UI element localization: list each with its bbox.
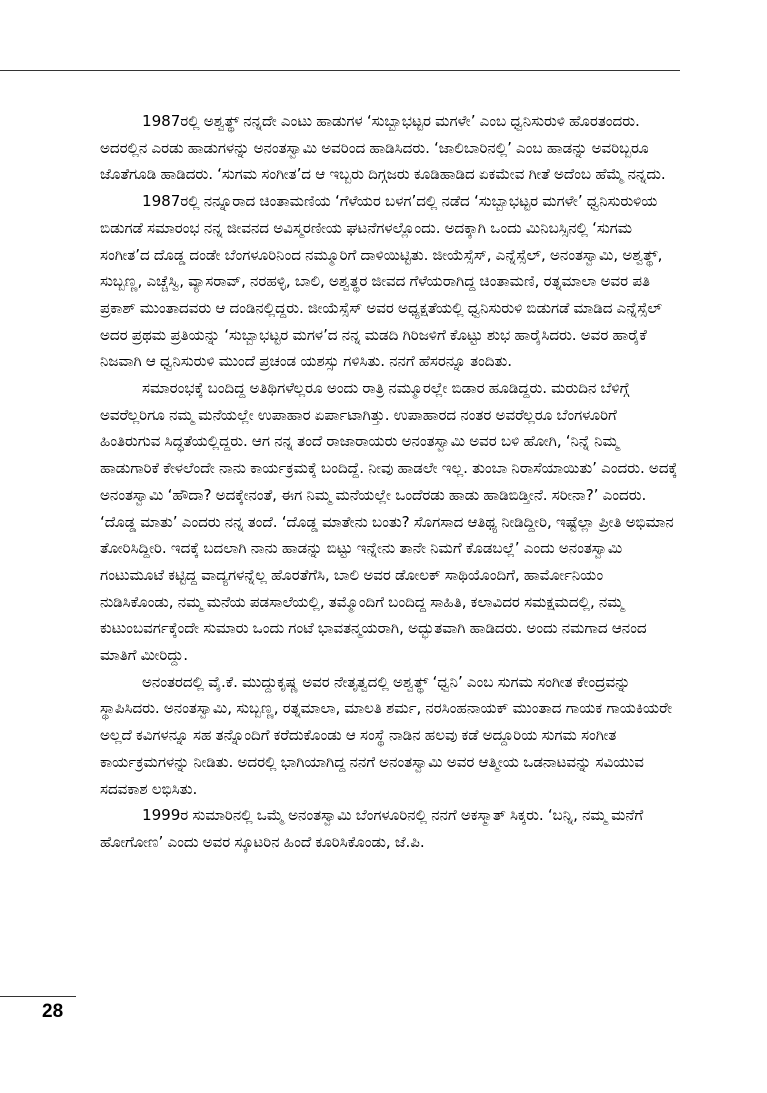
paragraph-5: 1999ರ ಸುಮಾರಿನಲ್ಲಿ ಒಮ್ಮೆ ಅನಂತಸ್ವಾಮಿ ಬೆಂಗಳೂರಿನಲ್ಲಿ ನನಗೆ ಅಕಸ್ಮಾತ್ ಸಿಕ್ಕರು. ‘ಬನ್ನಿ, ನಮ್ಮ ಮನೆಗೆ ಹೋಗೋಣ’ ಎಂದು ಅವರ ಸ್ಕೂಟರಿನ ಹಿಂದೆ ಕೂರಿಸಿಕೊಂಡು, ಜೆ.ಪಿ. [100, 806, 644, 851]
page-number: 28 [42, 1001, 64, 1022]
paragraph-3: ಸಮಾರಂಭಕ್ಕೆ ಬಂದಿದ್ದ ಅತಿಥಿಗಳೆಲ್ಲರೂ ಅಂದು ರಾತ್ರಿ ನಮ್ಮೂರಲ್ಲೇ ಬಿಡಾರ ಹೂಡಿದ್ದರು. ಮರುದಿನ ಬೆಳಿಗ್ಗೆ ಅವರೆಲ್ಲರಿಗೂ ನಮ್ಮ ಮನೆಯಲ್ಲೇ ಉಪಾಹಾರ ಏರ್ಪಾಟಾಗಿತ್ತು. ಉಪಾಹಾರದ ನಂತರ ಅವರೆಲ್ಲರೂ ಬೆಂಗಳೂರಿಗೆ ಹಿಂತಿರುಗುವ ಸಿದ್ಧತೆಯಲ್ಲಿದ್ದರು. ಆಗ ನನ್ನ ತಂದೆ ರಾಜಾರಾಯರು ಅನಂತಸ್ವಾಮಿ ಅವರ ಬಳಿ ಹೋಗಿ, ‘ನಿನ್ನೆ ನಿಮ್ಮ ಹಾಡುಗಾರಿಕೆ ಕೇಳಲೆಂದೇ ನಾನು ಕಾರ್ಯಕ್ರಮಕ್ಕೆ ಬಂದಿದ್ದೆ. ನೀವು ಹಾಡಲೇ ಇಲ್ಲ. ತುಂಬಾ ನಿರಾಸೆಯಾಯಿತು’ ಎಂದರು. ಅದಕ್ಕೆ ಅನಂತಸ್ವಾಮಿ ‘ಹೌದಾ? ಅದಕ್ಕೇನಂತೆ, ಈಗ ನಿಮ್ಮ ಮನೆಯಲ್ಲೇ ಒಂದೆರಡು ಹಾಡು ಹಾಡಿಬಿಡ್ತೀನೆ. ಸರೀನಾ?’ ಎಂದರು. ‘ದೊಡ್ಡ ಮಾತು’ ಎಂದರು ನನ್ನ ತಂದೆ. ‘ದೊಡ್ಡ ಮಾತೇನು ಬಂತು? ಸೊಗಸಾದ ಆತಿಥ್ಯ ನೀಡಿದ್ದೀರಿ, ಇಷ್ಟೆಲ್ಲಾ ಪ್ರೀತಿ ಅಭಿಮಾನ ತೋರಿಸಿದ್ದೀರಿ. ಇದಕ್ಕೆ ಬದಲಾಗಿ ನಾನು ಹಾಡನ್ನು ಬಿಟ್ಟು ಇನ್ನೇನು ತಾನೇ ನಿಮಗೆ ಕೊಡಬಲ್ಲೆ’ ಎಂದು ಅನಂತಸ್ವಾಮಿ ಗಂಟುಮೂಟೆ ಕಟ್ಟಿದ್ದ ವಾದ್ಯಗಳನ್ನೆಲ್ಲ ಹೊರತೆಗೆಸಿ, ಬಾಲಿ ಅವರ ಡೋಲಕ್ ಸಾಥಿಯೊಂದಿಗೆ, ಹಾರ್ಮೋನಿಯಂ ನುಡಿಸಿಕೊಂಡು, ನಮ್ಮ ಮನೆಯ ಪಡಸಾಲೆಯಲ್ಲಿ, ತಮ್ಮೊಂದಿಗೆ ಬಂದಿದ್ದ ಸಾಹಿತಿ, ಕಲಾವಿದರ ಸಮಕ್ಷಮದಲ್ಲಿ, ನಮ್ಮ ಕುಟುಂಬವರ್ಗಕ್ಕೆಂದೇ ಸುಮಾರು ಒಂದು ಗಂಟೆ ಭಾವತನ್ಮಯರಾಗಿ, ಅದ್ಭುತವಾಗಿ ಹಾಡಿದರು. ಅಂದು ನಮಗಾದ ಆನಂದ ಮಾತಿಗೆ ಮೀರಿದ್ದು. [100, 379, 678, 665]
paragraph-4: ಅನಂತರದಲ್ಲಿ ವೈ.ಕೆ. ಮುದ್ದುಕೃಷ್ಣ ಅವರ ನೇತೃತ್ವದಲ್ಲಿ ಅಶ್ವತ್ಥ್ ‘ಧ್ವನಿ’ ಎಂಬ ಸುಗಮ ಸಂಗೀತ ಕೇಂದ್ರವನ್ನು ಸ್ಥಾಪಿಸಿದರು. ಅನಂತಸ್ವಾಮಿ, ಸುಬ್ಬಣ್ಣ, ರತ್ನಮಾಲಾ, ಮಾಲತಿ ಶರ್ಮ, ನರಸಿಂಹನಾಯಕ್ ಮುಂತಾದ ಗಾಯಕ ಗಾಯಕಿಯರೇ ಅಲ್ಲದೆ ಕವಿಗಳನ್ನೂ ಸಹ ತನ್ನೊಂದಿಗೆ ಕರೆದುಕೊಂಡು ಆ ಸಂಸ್ಥೆ ನಾಡಿನ ಹಲವು ಕಡೆ ಅದ್ದೂರಿಯ ಸುಗಮ ಸಂಗೀತ ಕಾರ್ಯಕ್ರಮಗಳನ್ನು ನೀಡಿತು. ಅದರಲ್ಲಿ ಭಾಗಿಯಾಗಿದ್ದ ನನಗೆ ಅನಂತಸ್ವಾಮಿ ಅವರ ಆತ್ಮೀಯ ಒಡನಾಟವನ್ನು ಸವಿಯುವ ಸದವಕಾಶ ಲಭಿಸಿತು. [100, 672, 673, 798]
paragraph-1: 1987ರಲ್ಲಿ ಅಶ್ವತ್ಥ್ ನನ್ನದೇ ಎಂಟು ಹಾಡುಗಳ ‘ಸುಬ್ಬಾಭಟ್ಟರ ಮಗಳೇ’ ಎಂಬ ಧ್ವನಿಸುರುಳಿ ಹೊರತಂದರು. ಅದರಲ್ಲಿನ ಎರಡು ಹಾಡುಗಳನ್ನು ಅನಂತಸ್ವಾಮಿ ಅವರಿಂದ ಹಾಡಿಸಿದರು. ‘ಜಾಲಿಬಾರಿನಲ್ಲಿ’ ಎಂಬ ಹಾಡನ್ನು ಅವರಿಬ್ಬರೂ ಜೊತೆಗೂಡಿ ಹಾಡಿದರು. ‘ಸುಗಮ ಸಂಗೀತ’ದ ಆ ಇಬ್ಬರು ದಿಗ್ಗಜರು ಕೂಡಿಹಾಡಿದ ಏಕಮೇವ ಗೀತೆ ಅದೆಂಬ ಹೆಮ್ಮೆ ನನ್ನದು. [100, 112, 666, 184]
header-rule [0, 70, 680, 71]
footer-rule [0, 996, 76, 997]
paragraph-2: 1987ರಲ್ಲಿ ನನ್ನೂರಾದ ಚಿಂತಾಮಣಿಯ ‘ಗೆಳೆಯರ ಬಳಗ’ದಲ್ಲಿ ನಡೆದ ‘ಸುಬ್ಬಾಭಟ್ಟರ ಮಗಳೇ’ ಧ್ವನಿಸುರುಳಿಯ ಬಿಡುಗಡೆ ಸಮಾರಂಭ ನನ್ನ ಜೀವನದ ಅವಿಸ್ಮರಣೀಯ ಘಟನೆಗಳಲ್ಲೊಂದು. ಅದಕ್ಕಾಗಿ ಒಂದು ಮಿನಿಬಸ್ಸಿನಲ್ಲಿ ‘ಸುಗಮ ಸಂಗೀತ’ದ ದೊಡ್ಡ ದಂಡೇ ಬೆಂಗಳೂರಿನಿಂದ ನಮ್ಮೂರಿಗೆ ದಾಳಿಯಿಟ್ಟಿತು. ಜೀಯೆಸ್ಸೆಸ್, ಎನ್ನೆಸ್ಸೆಲ್, ಅನಂತಸ್ವಾಮಿ, ಅಶ್ವತ್ಥ್, ಸುಬ್ಬಣ್ಣ, ಎಚ್ಚೆಸ್ವಿ, ವ್ಯಾಸರಾವ್, ನರಹಳ್ಳಿ, ಬಾಲಿ, ಅಶ್ವತ್ಥರ ಜೀವದ ಗೆಳೆಯರಾಗಿದ್ದ ಚಿಂತಾಮಣಿ, ರತ್ನಮಾಲಾ ಅವರ ಪತಿ ಪ್ರಕಾಶ್ ಮುಂತಾದವರು ಆ ದಂಡಿನಲ್ಲಿದ್ದರು. ಜೀಯೆಸ್ಸೆಸ್ ಅವರ ಅಧ್ಯಕ್ಷತೆಯಲ್ಲಿ ಧ್ವನಿಸುರುಳಿ ಬಿಡುಗಡೆ ಮಾಡಿದ ಎನ್ನೆಸ್ಸೆಲ್ ಅದರ ಪ್ರಥಮ ಪ್ರತಿಯನ್ನು ‘ಸುಬ್ಬಾಭಟ್ಟರ ಮಗಳ’ದ ನನ್ನ ಮಡದಿ ಗಿರಿಜಳಿಗೆ ಕೊಟ್ಟು ಶುಭ ಹಾರೈಸಿದರು. ಅವರ ಹಾರೈಕೆ ನಿಜವಾಗಿ ಆ ಧ್ವನಿಸುರುಳಿ ಮುಂದೆ ಪ್ರಚಂಡ ಯಶಸ್ಸು ಗಳಿಸಿತು. ನನಗೆ ಹೆಸರನ್ನೂ ತಂದಿತು. [100, 192, 663, 371]
body-text [100, 108, 680, 856]
